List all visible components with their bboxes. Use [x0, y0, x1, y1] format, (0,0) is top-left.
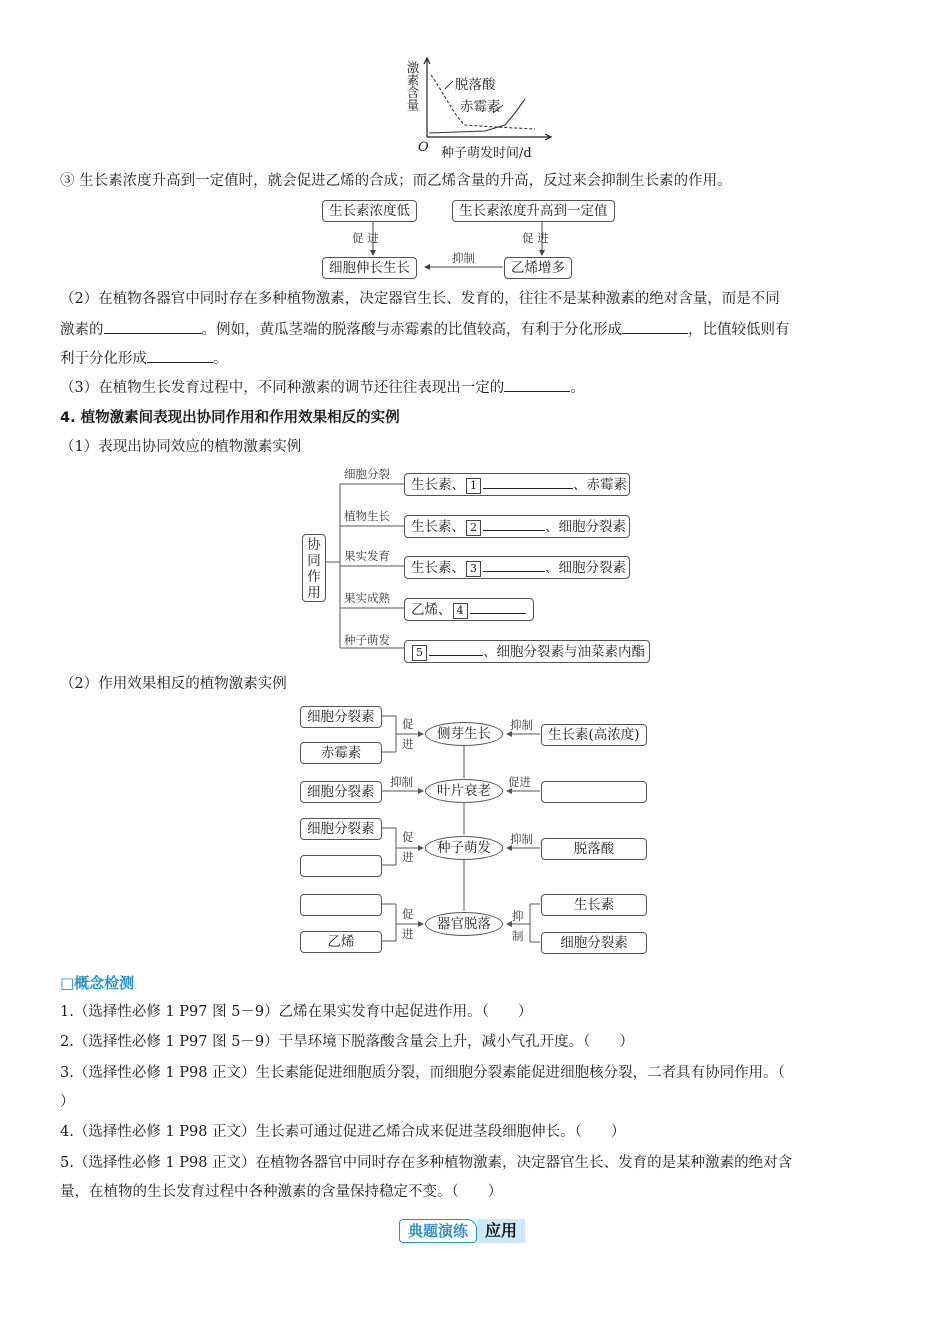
- concept-q1: 1.（选择性必修 1 P97 图 5－9）乙烯在果实发育中起促进作用。（ ）: [60, 1004, 533, 1020]
- anta-b3-inhibit: 抑制: [510, 832, 533, 846]
- anta-b1-center: 侧芽生长: [425, 722, 503, 746]
- synergy-box-plant-growth: [404, 515, 630, 538]
- para2-l3b: 。: [213, 351, 228, 367]
- flow-promote-label-2: 促 进: [522, 231, 549, 245]
- anta-b2-inhibit: 抑制: [390, 775, 413, 789]
- anta-b3-left1: 细胞分裂素: [300, 818, 382, 840]
- synergy-center: 协同作用: [302, 534, 326, 602]
- blank-3: [483, 557, 545, 572]
- synergy-label-cell-division: 细胞分裂: [344, 467, 390, 481]
- para2-l2b: 。例如，黄瓜茎端的脱落酸与赤霉素的比值较高，有利于分化形成: [201, 322, 622, 338]
- chart-ylabel: 激素含量: [405, 61, 420, 111]
- flow-promote-label-1: 促 进: [352, 231, 379, 245]
- synergy-pre-2: 生长素、: [411, 519, 465, 535]
- anta-b1-inhibit: 抑制: [510, 718, 533, 732]
- para3-a: （3）在植物生长发育过程中，不同种激素的调节还往往表现出一定的: [60, 380, 505, 396]
- practice-banner: [399, 1218, 525, 1244]
- synergy-post-5: 、细胞分裂素与油菜素内酯: [483, 644, 645, 660]
- para2-line2: [60, 319, 790, 340]
- blank-sequence: [504, 377, 570, 392]
- sub-heading-antagonism: （2）作用效果相反的植物激素实例: [60, 676, 287, 692]
- blank-4: [470, 599, 526, 614]
- hormone-chart: [405, 55, 555, 160]
- synergy-diagram: [300, 462, 660, 668]
- synergy-box-fruit-ripen: [404, 598, 534, 621]
- banner-right: 应用: [477, 1219, 525, 1243]
- chart-series-abscisic: 脱落酸: [455, 77, 496, 93]
- synergy-label-plant-growth: 植物生长: [344, 509, 390, 523]
- synergy-box-seed-germ: [404, 640, 650, 663]
- blank-ratio: [104, 319, 202, 334]
- anta-b2-left: 细胞分裂素: [300, 781, 382, 803]
- synergy-box-cell-division: [404, 473, 630, 496]
- flow-auxin-low: 生长素浓度低: [322, 200, 417, 222]
- para2-l2a: 激素的: [60, 322, 104, 338]
- chart-origin: O: [418, 140, 429, 155]
- synergy-post-3: 、细胞分裂素: [545, 560, 626, 576]
- para2-line1: （2）在植物各器官中同时存在多种植物激素，决定器官生长、发育的，往往不是某种激素的绝对含量，而是不同: [60, 291, 780, 307]
- concept-q5a: 5.（选择性必修 1 P98 正文）在植物各器官中同时存在多种植物激素，决定器官生长、发育的是某种激素的绝对含: [60, 1155, 793, 1171]
- anta-b4-promote: 促进: [402, 907, 414, 941]
- blank-num-1: 1: [466, 478, 481, 494]
- blank-num-3: 3: [466, 561, 481, 577]
- anta-b3-left2-blank: [300, 855, 382, 877]
- concept-q3b: ）: [60, 1094, 75, 1110]
- anta-b1-left2: 赤霉素: [300, 742, 382, 764]
- synergy-pre-1: 生长素、: [411, 477, 465, 493]
- antagonism-diagram: [298, 703, 658, 957]
- concept-q2: 2.（选择性必修 1 P97 图 5－9）干旱环境下脱落酸含量会上升，减小气孔开度。（ ）: [60, 1034, 634, 1050]
- anta-b1-right: 生长素(高浓度): [541, 724, 647, 746]
- synergy-label-fruit-ripen: 果实成熟: [344, 591, 390, 605]
- synergy-pre-3: 生长素、: [411, 560, 465, 576]
- anta-b4-right2: 细胞分裂素: [541, 932, 647, 954]
- blank-1: [483, 474, 573, 489]
- blank-2: [483, 516, 545, 531]
- flow-auxin-high: 生长素浓度升高到一定值: [452, 200, 615, 222]
- blank-5: [429, 641, 483, 656]
- concept-check-title: □概念检测: [60, 974, 135, 992]
- blank-num-2: 2: [466, 520, 481, 536]
- anta-b4-left1-blank: [300, 894, 382, 916]
- anta-b3-center: 种子萌发: [425, 836, 503, 860]
- anta-b2-right-blank: [541, 781, 647, 803]
- blank-num-5: 5: [412, 645, 427, 661]
- blank-male-flower: [147, 348, 213, 363]
- banner-left: 典题演练: [399, 1219, 477, 1243]
- anta-b3-promote: 促进: [402, 830, 414, 864]
- synergy-post-1: 、赤霉素: [573, 477, 627, 493]
- flow-inhibit-label: 抑制: [452, 251, 475, 265]
- synergy-label-seed-germ: 种子萌发: [344, 633, 390, 647]
- anta-b4-left2: 乙烯: [300, 931, 382, 953]
- flow-ethylene-increase: 乙烯增多: [504, 257, 572, 279]
- concept-q4: 4.（选择性必修 1 P98 正文）生长素可通过促进乙烯合成来促进茎段细胞伸长。（ ）: [60, 1124, 626, 1140]
- anta-b4-inhibit: 抑制: [512, 909, 524, 943]
- anta-b1-promote: 促进: [402, 717, 414, 751]
- anta-b2-promote: 促进: [508, 775, 531, 789]
- concept-q3a: 3.（选择性必修 1 P98 正文）生长素能促进细胞质分裂，而细胞分裂素能促进细胞核分裂，二者具有协同作用。（: [60, 1065, 785, 1081]
- synergy-box-fruit-dev: [404, 556, 630, 579]
- anta-b3-right: 脱落酸: [541, 838, 647, 860]
- para2-line3: [60, 348, 228, 369]
- heading-4: 4. 植物激素间表现出协同作用和作用效果相反的实例: [60, 410, 400, 426]
- anta-b1-left1: 细胞分裂素: [300, 706, 382, 728]
- synergy-label-fruit-dev: 果实发育: [344, 549, 390, 563]
- anta-b4-center: 器官脱落: [425, 912, 503, 936]
- flow-cell-elongation: 细胞伸长生长: [322, 257, 417, 279]
- chart-xlabel: 种子萌发时间/d: [441, 146, 532, 161]
- para2-l2c: ，比值较低则有: [688, 322, 790, 338]
- synergy-post-2: 、细胞分裂素: [545, 519, 626, 535]
- auxin-ethylene-flow: [318, 198, 638, 282]
- blank-female-flower: [622, 319, 688, 334]
- para3-b: 。: [570, 380, 585, 396]
- anta-b4-right1: 生长素: [541, 894, 647, 916]
- item3-text: ③ 生长素浓度升高到一定值时，就会促进乙烯的合成；而乙烯含量的升高，反过来会抑制生长素的作用。: [60, 173, 732, 189]
- para3: [60, 377, 585, 398]
- chart-series-gibberellin: 赤霉素: [460, 99, 501, 115]
- anta-b2-center: 叶片衰老: [425, 779, 503, 803]
- concept-q5b: 量，在植物的生长发育过程中各种激素的含量保持稳定不变。（ ）: [60, 1184, 503, 1200]
- para2-l3a: 利于分化形成: [60, 351, 147, 367]
- sub-heading-synergy: （1）表现出协同效应的植物激素实例: [60, 439, 302, 455]
- synergy-pre-4: 乙烯、: [411, 602, 452, 618]
- blank-num-4: 4: [453, 603, 468, 619]
